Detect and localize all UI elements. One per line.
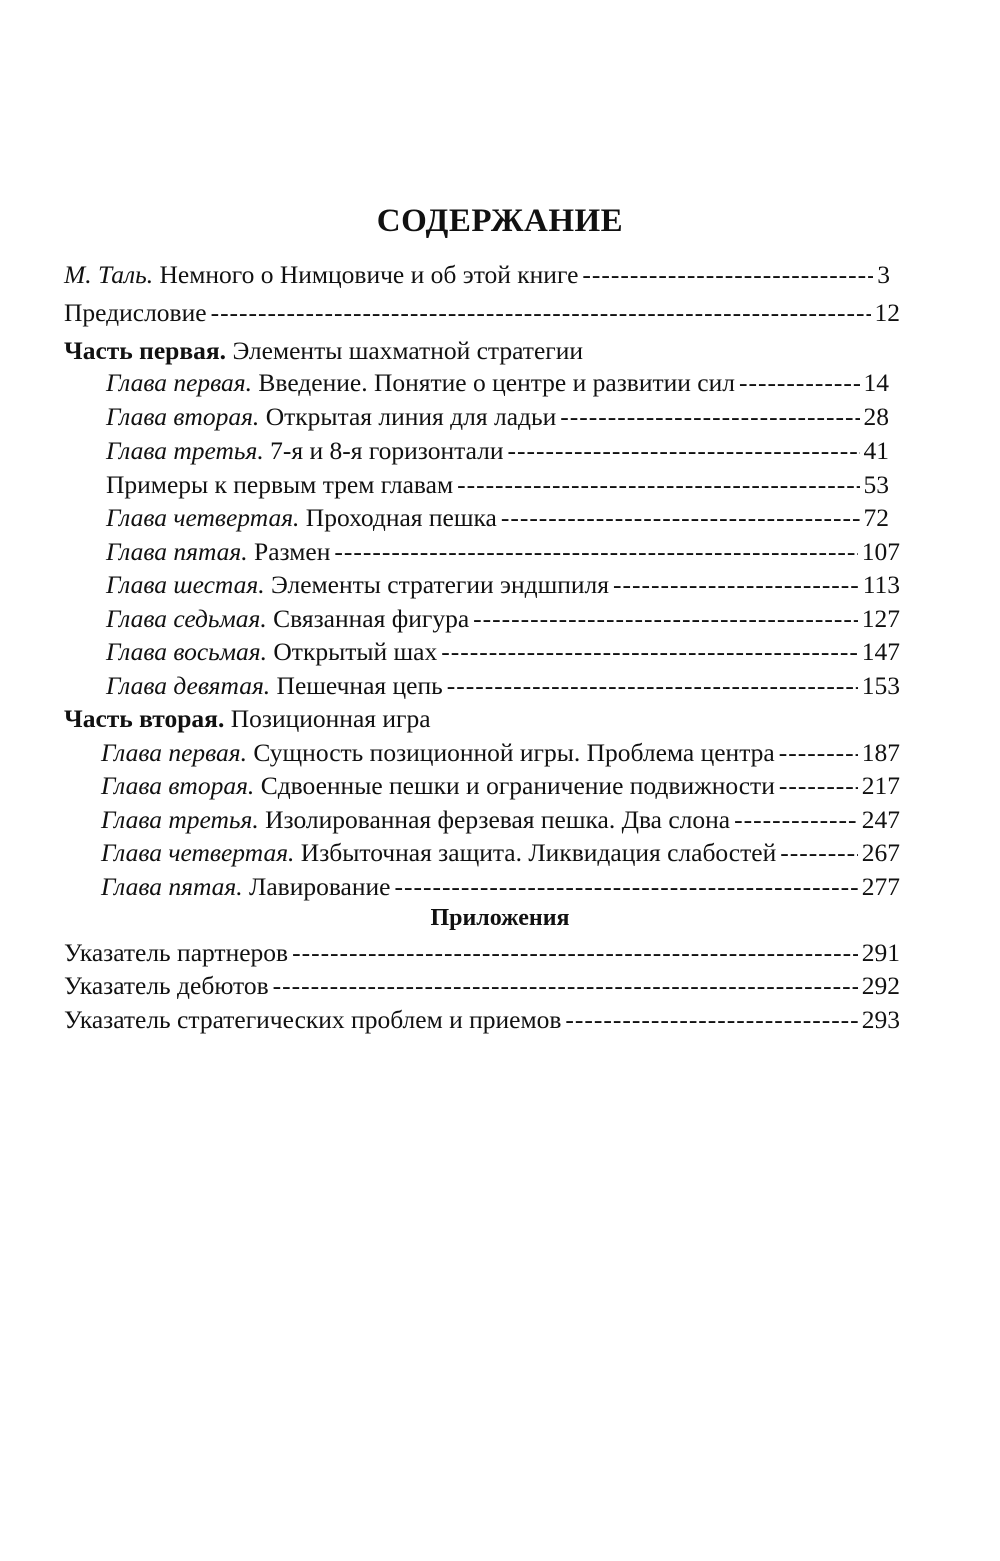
page-number: 41 <box>863 436 889 465</box>
chapter-prefix: Глава седьмая. <box>106 604 267 633</box>
entry-text: Сдвоенные пешки и ограничение подвижности <box>260 771 775 800</box>
dot-leader <box>613 568 859 602</box>
page-number: 217 <box>861 771 900 800</box>
dot-leader <box>501 501 860 535</box>
chapter-prefix: Глава третья. <box>106 436 264 465</box>
page-number: 28 <box>863 402 889 431</box>
page-number: 293 <box>861 1005 900 1034</box>
entry-text: Размен <box>254 537 331 566</box>
dot-leader <box>441 635 858 669</box>
toc-entry[interactable] <box>0 501 1000 535</box>
page-number: 247 <box>861 805 900 834</box>
chapter-prefix: Глава третья. <box>101 805 259 834</box>
page-number: 267 <box>861 838 900 867</box>
part-label: Часть вторая. <box>64 704 225 733</box>
toc-entry[interactable] <box>0 568 1000 602</box>
entry-text: Открытый шах <box>273 637 438 666</box>
dot-leader <box>457 468 859 502</box>
toc-entry[interactable] <box>0 870 1000 904</box>
toc-entry[interactable] <box>0 602 1000 636</box>
chapter-prefix: Глава вторая. <box>101 771 255 800</box>
entry-text: Примеры к первым трем главам <box>106 470 454 499</box>
chapter-prefix: Глава пятая. <box>106 537 248 566</box>
toc-entry[interactable] <box>0 1003 1000 1037</box>
part-one-heading <box>64 334 583 368</box>
page-number: 187 <box>861 738 900 767</box>
toc-entry[interactable] <box>0 434 1000 468</box>
part-title: Элементы шахматной стратегии <box>232 336 584 365</box>
entry-text: Сущность позиционной игры. Проблема центра <box>253 738 775 767</box>
toc-entry[interactable] <box>0 936 1000 970</box>
toc-entry[interactable] <box>0 969 1000 1003</box>
entry-text: Указатель дебютов <box>64 971 269 1000</box>
toc-entry[interactable] <box>0 803 1000 837</box>
entry-text: 7-я и 8-я горизонтали <box>270 436 504 465</box>
entry-text: Лавирование <box>249 872 391 901</box>
dot-leader <box>582 258 873 292</box>
entry-text: Избыточная защита. Ликвидация слабостей <box>300 838 777 867</box>
dot-leader <box>739 366 860 400</box>
toc-entry-preface[interactable] <box>0 296 1000 330</box>
entry-text: Проходная пешка <box>305 503 497 532</box>
dot-leader <box>565 1003 857 1037</box>
toc-entry[interactable] <box>0 366 1000 400</box>
entry-text: Введение. Понятие о центре и развитии сил <box>258 368 735 397</box>
page-number: 113 <box>862 570 900 599</box>
chapter-prefix: Глава четвертая. <box>101 838 295 867</box>
page-number: 14 <box>863 368 889 397</box>
entry-text: Элементы стратегии эндшпиля <box>270 570 609 599</box>
toc-entry[interactable] <box>0 535 1000 569</box>
chapter-prefix: Глава девятая. <box>106 671 271 700</box>
entry-text: Предисловие <box>64 298 207 327</box>
entry-author: М. Таль. <box>64 260 154 289</box>
entry-text: Открытая линия для ладьи <box>265 402 557 431</box>
toc-entry-tal[interactable] <box>0 258 1000 292</box>
toc-entry[interactable] <box>0 736 1000 770</box>
entry-text: Немного о Нимцовиче и об этой книге <box>159 260 579 289</box>
page-number: 3 <box>877 260 890 289</box>
dot-leader <box>508 434 860 468</box>
toc-entry[interactable] <box>0 669 1000 703</box>
page-title: СОДЕРЖАНИЕ <box>376 203 624 239</box>
page-number: 292 <box>861 971 900 1000</box>
chapter-prefix: Глава восьмая. <box>106 637 268 666</box>
part-two-heading <box>64 702 431 736</box>
toc-entry[interactable] <box>0 836 1000 870</box>
dot-leader <box>560 400 859 434</box>
entry-text: Связанная фигура <box>273 604 470 633</box>
chapter-prefix: Глава первая. <box>101 738 248 767</box>
entry-text: Изолированная ферзевая пешка. Два слона <box>265 805 731 834</box>
dot-leader <box>447 669 858 703</box>
page-number: 153 <box>861 671 900 700</box>
toc-entry[interactable] <box>0 400 1000 434</box>
appendix-heading: Приложения <box>430 905 570 931</box>
dot-leader <box>273 969 858 1003</box>
dot-leader <box>211 296 871 330</box>
chapter-prefix: Глава вторая. <box>106 402 260 431</box>
part-label: Часть первая. <box>64 336 227 365</box>
part-title: Позиционная игра <box>230 704 431 733</box>
dot-leader <box>394 870 857 904</box>
dot-leader <box>780 836 858 870</box>
dot-leader <box>779 769 858 803</box>
chapter-prefix: Глава четвертая. <box>106 503 300 532</box>
page-number: 72 <box>863 503 889 532</box>
toc-entry[interactable] <box>0 769 1000 803</box>
toc-entry[interactable] <box>0 635 1000 669</box>
dot-leader <box>292 936 858 970</box>
entry-text: Указатель партнеров <box>64 938 289 967</box>
dot-leader <box>334 535 857 569</box>
toc-entry[interactable] <box>0 468 1000 502</box>
page-number: 127 <box>861 604 900 633</box>
dot-leader <box>779 736 858 770</box>
dot-leader <box>473 602 858 636</box>
chapter-prefix: Глава шестая. <box>106 570 265 599</box>
page-number: 12 <box>874 298 900 327</box>
dot-leader <box>734 803 858 837</box>
page-number: 277 <box>861 872 900 901</box>
entry-text: Указатель стратегических проблем и приемов <box>64 1005 562 1034</box>
entry-text: Пешечная цепь <box>276 671 443 700</box>
page-number: 147 <box>861 637 900 666</box>
page-number: 291 <box>861 938 900 967</box>
page-number: 53 <box>863 470 889 499</box>
page-number: 107 <box>861 537 900 566</box>
chapter-prefix: Глава первая. <box>106 368 253 397</box>
chapter-prefix: Глава пятая. <box>101 872 243 901</box>
